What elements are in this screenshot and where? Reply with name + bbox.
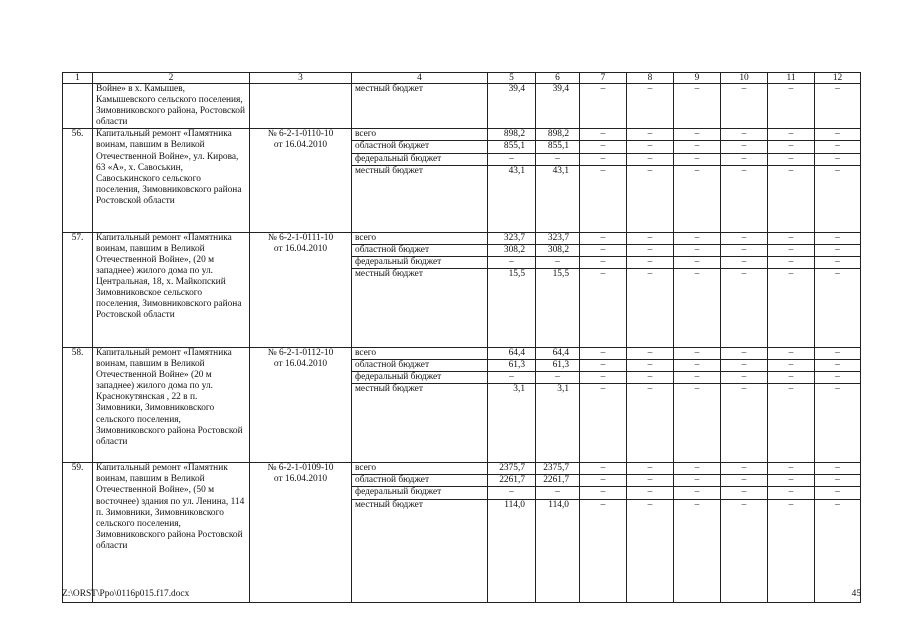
empty-cell: – (768, 232, 815, 244)
empty-cell: – (721, 463, 768, 475)
empty-cell: – (627, 347, 674, 359)
value-cell: 2261,7 (488, 475, 536, 487)
funding-row (63, 129, 861, 141)
empty-cell: – (674, 475, 721, 487)
document-date: от 16.04.2010 (273, 140, 328, 151)
col-header: 5 (488, 73, 536, 84)
empty-cell: – (721, 165, 768, 232)
empty-cell: – (627, 153, 674, 165)
page-number: 45 (851, 589, 861, 599)
funding-source-cell: всего (352, 463, 488, 475)
funding-source-cell: всего (352, 232, 488, 244)
empty-cell: – (580, 232, 627, 244)
empty-cell: – (627, 463, 674, 475)
empty-cell: – (674, 129, 721, 141)
document-number: № 6-2-1-0109-10 (267, 463, 334, 474)
value-cell: 2375,7 (488, 463, 536, 475)
empty-cell: – (580, 384, 627, 463)
value-cell: 898,2 (536, 129, 580, 141)
empty-cell: – (768, 347, 815, 359)
empty-cell: – (674, 372, 721, 384)
col-header: 11 (768, 73, 815, 84)
col-header: 9 (674, 73, 721, 84)
empty-cell: – (580, 268, 627, 347)
empty-cell: – (627, 256, 674, 268)
empty-cell: – (721, 487, 768, 499)
empty-cell: – (721, 372, 768, 384)
empty-cell: – (721, 232, 768, 244)
value-cell: 323,7 (488, 232, 536, 244)
empty-cell: – (674, 463, 721, 475)
empty-cell: – (721, 244, 768, 256)
empty-cell: – (580, 153, 627, 165)
value-cell: 323,7 (536, 232, 580, 244)
empty-cell: – (721, 153, 768, 165)
document-number: № 6-2-1-0110-10 (267, 129, 334, 140)
funding-source-cell: местный бюджет (352, 499, 488, 602)
document-cell (250, 129, 352, 232)
empty-cell: – (674, 141, 721, 153)
empty-cell: – (815, 244, 861, 256)
empty-cell: – (815, 384, 861, 463)
value-cell: 308,2 (488, 244, 536, 256)
empty-cell: – (627, 475, 674, 487)
empty-cell: – (768, 84, 815, 129)
empty-cell: – (768, 165, 815, 232)
empty-cell: – (580, 463, 627, 475)
empty-cell: – (627, 244, 674, 256)
row-number-cell: 58. (63, 347, 93, 462)
empty-cell: – (815, 153, 861, 165)
value-cell: – (488, 487, 536, 499)
empty-cell: – (627, 268, 674, 347)
empty-cell: – (815, 256, 861, 268)
funding-source-cell: областной бюджет (352, 360, 488, 372)
empty-cell: – (580, 372, 627, 384)
empty-cell: – (627, 360, 674, 372)
empty-cell: – (768, 499, 815, 602)
funding-source-cell: областной бюджет (352, 244, 488, 256)
document-cell (250, 84, 352, 129)
value-cell: – (536, 256, 580, 268)
value-cell: 15,5 (536, 268, 580, 347)
empty-cell: – (580, 499, 627, 602)
document-cell (250, 463, 352, 602)
empty-cell: – (627, 372, 674, 384)
funding-source-cell: местный бюджет (352, 84, 488, 129)
empty-cell: – (768, 463, 815, 475)
row-number-cell (63, 84, 93, 129)
value-cell: – (488, 153, 536, 165)
value-cell: 3,1 (488, 384, 536, 463)
value-cell: 39,4 (536, 84, 580, 129)
value-cell: 64,4 (536, 347, 580, 359)
empty-cell: – (721, 129, 768, 141)
value-cell: 308,2 (536, 244, 580, 256)
col-header: 1 (63, 73, 93, 84)
value-cell: – (536, 372, 580, 384)
empty-cell: – (580, 487, 627, 499)
empty-cell: – (768, 487, 815, 499)
value-cell: – (536, 153, 580, 165)
col-header: 3 (250, 73, 352, 84)
empty-cell: – (815, 360, 861, 372)
funding-source-cell: всего (352, 129, 488, 141)
budget-table (62, 72, 861, 603)
empty-cell: – (721, 384, 768, 463)
empty-cell: – (815, 268, 861, 347)
col-header: 12 (815, 73, 861, 84)
row-number-cell: 57. (63, 232, 93, 347)
funding-source-cell: местный бюджет (352, 165, 488, 232)
empty-cell: – (674, 347, 721, 359)
empty-cell: – (580, 360, 627, 372)
empty-cell: – (721, 268, 768, 347)
value-cell: 2261,7 (536, 475, 580, 487)
funding-source-cell: федеральный бюджет (352, 153, 488, 165)
value-cell: 43,1 (488, 165, 536, 232)
document-date: от 16.04.2010 (273, 243, 328, 254)
value-cell: 2375,7 (536, 463, 580, 475)
empty-cell: – (768, 360, 815, 372)
empty-cell: – (627, 499, 674, 602)
description-cell: Капитальный ремонт «Памятника воинам, павшим в Великой Отечественной Войне», (20 м западнее) жилого дома по ул. Центральная, 18, х. Майкопский Зимовниковское сельского поселения, Зимовниковского района Ростовской области (93, 232, 250, 347)
empty-cell: – (768, 244, 815, 256)
funding-source-cell: всего (352, 347, 488, 359)
value-cell: 15,5 (488, 268, 536, 347)
funding-row (63, 232, 861, 244)
empty-cell: – (815, 475, 861, 487)
empty-cell: – (674, 84, 721, 129)
funding-source-cell: федеральный бюджет (352, 372, 488, 384)
empty-cell: – (580, 84, 627, 129)
funding-row (63, 463, 861, 475)
value-cell: 64,4 (488, 347, 536, 359)
empty-cell: – (721, 475, 768, 487)
empty-cell: – (815, 232, 861, 244)
empty-cell: – (768, 384, 815, 463)
empty-cell: – (721, 141, 768, 153)
value-cell: – (488, 256, 536, 268)
col-header: 4 (352, 73, 488, 84)
empty-cell: – (721, 360, 768, 372)
empty-cell: – (580, 141, 627, 153)
document-date: от 16.04.2010 (273, 359, 328, 370)
description-cell: Капитальный ремонт «Памятника воинам, павшим в Великой Отечественной Войне» (20 м западнее) жилого дома по ул. Краснокутянская , 22 в п. Зимовники, Зимовниковского сельского поселения, Зимовниковского района Ростовской области (93, 347, 250, 462)
empty-cell: – (674, 499, 721, 602)
value-cell: 61,3 (488, 360, 536, 372)
empty-cell: – (627, 129, 674, 141)
empty-cell: – (580, 244, 627, 256)
empty-cell: – (627, 141, 674, 153)
empty-cell: – (815, 165, 861, 232)
empty-cell: – (815, 487, 861, 499)
funding-source-cell: местный бюджет (352, 268, 488, 347)
header-row (63, 73, 861, 84)
empty-cell: – (627, 384, 674, 463)
row-number-cell: 59. (63, 463, 93, 602)
empty-cell: – (580, 475, 627, 487)
description-cell: Капитальный ремонт «Памятник воинам, павшим в Великой Отечественной Войне», (50 м восточнее) здания по ул. Ленина, 114 п. Зимовники, Зимовниковского сельского поселения, Зимовниковского района Ростовской области (93, 463, 250, 602)
footer-file-path: Z:\ORST\Ppo\0116p015.f17.docx (62, 589, 190, 599)
empty-cell: – (815, 463, 861, 475)
value-cell: 61,3 (536, 360, 580, 372)
document-number: № 6-2-1-0111-10 (267, 232, 334, 243)
col-header: 6 (536, 73, 580, 84)
description-cell: Капитальный ремонт «Памятника воинам, павшим в Великой Отечественной Войне», ул. Кирова, 63 «А», х. Савоськин, Савоськинского сельского поселения, Зимовниковского района Ростовской области (93, 129, 250, 232)
value-cell: 114,0 (488, 499, 536, 602)
empty-cell: – (580, 165, 627, 232)
empty-cell: – (580, 347, 627, 359)
funding-source-cell: областной бюджет (352, 141, 488, 153)
empty-cell: – (627, 165, 674, 232)
value-cell: 855,1 (488, 141, 536, 153)
empty-cell: – (627, 487, 674, 499)
funding-source-cell: федеральный бюджет (352, 256, 488, 268)
document-cell (250, 347, 352, 462)
empty-cell: – (674, 153, 721, 165)
description-cell: Войне» в х. Камышев, Камышевского сельского поселения, Зимовниковского района, Ростовской области (93, 84, 250, 129)
empty-cell: – (721, 347, 768, 359)
funding-source-cell: федеральный бюджет (352, 487, 488, 499)
continuation-row (63, 84, 861, 129)
value-cell: – (536, 487, 580, 499)
funding-row (63, 347, 861, 359)
document-number: № 6-2-1-0112-10 (267, 347, 334, 358)
value-cell: 3,1 (536, 384, 580, 463)
value-cell: 43,1 (536, 165, 580, 232)
value-cell: 855,1 (536, 141, 580, 153)
empty-cell: – (815, 372, 861, 384)
value-cell: – (488, 372, 536, 384)
document-cell (250, 232, 352, 347)
empty-cell: – (721, 256, 768, 268)
value-cell: 39,4 (488, 84, 536, 129)
value-cell: 114,0 (536, 499, 580, 602)
empty-cell: – (768, 153, 815, 165)
empty-cell: – (768, 475, 815, 487)
empty-cell: – (768, 129, 815, 141)
document-date: от 16.04.2010 (273, 474, 328, 485)
funding-source-cell: областной бюджет (352, 475, 488, 487)
empty-cell: – (580, 129, 627, 141)
empty-cell: – (721, 499, 768, 602)
empty-cell: – (674, 360, 721, 372)
empty-cell: – (580, 256, 627, 268)
empty-cell: – (674, 268, 721, 347)
value-cell: 898,2 (488, 129, 536, 141)
empty-cell: – (815, 84, 861, 129)
empty-cell: – (815, 347, 861, 359)
empty-cell: – (627, 232, 674, 244)
col-header: 7 (580, 73, 627, 84)
empty-cell: – (768, 372, 815, 384)
empty-cell: – (768, 268, 815, 347)
empty-cell: – (674, 384, 721, 463)
funding-source-cell: местный бюджет (352, 384, 488, 463)
empty-cell: – (674, 244, 721, 256)
empty-cell: – (674, 165, 721, 232)
col-header: 8 (627, 73, 674, 84)
empty-cell: – (815, 129, 861, 141)
row-number-cell: 56. (63, 129, 93, 232)
empty-cell: – (815, 141, 861, 153)
empty-cell: – (815, 499, 861, 602)
col-header: 10 (721, 73, 768, 84)
empty-cell: – (674, 232, 721, 244)
empty-cell: – (674, 256, 721, 268)
empty-cell: – (674, 487, 721, 499)
empty-cell: – (627, 84, 674, 129)
empty-cell: – (721, 84, 768, 129)
empty-cell: – (768, 256, 815, 268)
empty-cell: – (768, 141, 815, 153)
col-header: 2 (93, 73, 250, 84)
